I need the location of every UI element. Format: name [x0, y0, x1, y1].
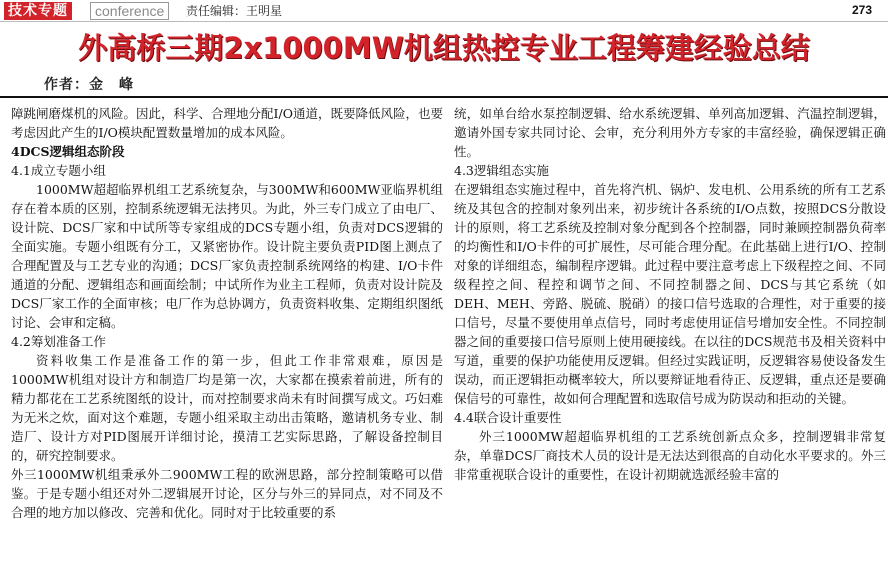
left-column: [11, 104, 443, 588]
section-tag: 技术专题: [4, 2, 72, 20]
paragraph: 统，如单台给水泵控制逻辑、给水系统逻辑、单列高加逻辑、汽温控制逻辑，邀请外国专家共同讨论、会审，充分利用外方专家的丰富经验，确保逻辑正确性。: [454, 106, 886, 159]
paragraph: 1000MW超超临界机组工艺系统复杂，与300MW和600MW亚临界机组存在着本质的区别，控制系统逻辑无法拷贝。为此，外三专门成立了由电厂、设计院、DCS厂家和中试所等专家组成的DCS专题小组，负责对DCS逻辑的全面实施。专题小组既有分工，又紧密协作。设计院主要负责PID图上测点了合理配置及与工艺专业的沟通；DCS厂家负责控制系统网络的构建、I/O卡件通道的分配、逻辑组态和画面绘制；中试所作为业主工程师，负责对设计院及DCS厂家工作的全面审核；电厂作为总协调方，负责资料收集、定期组织图纸讨论、会审和定稿。: [11, 182, 443, 330]
paragraph: 障跳闸磨煤机的风险。因此，科学、合理地分配I/O通道，既要降低风险，也要考虑因此产生的I/O模块配置数量增加的成本风险。: [11, 106, 443, 140]
subsection-heading: 4.3逻辑组态实施: [454, 163, 549, 178]
title-rule: [0, 96, 888, 98]
article-title: 外高桥三期2x1000MW机组热控专业工程筹建经验总结: [78, 31, 810, 65]
paragraph: 在逻辑组态实施过程中，首先将汽机、锅炉、发电机、公用系统的所有工艺系统及其包含的控制对象列出来，初步统计各系统的I/O点数，按照DCS分散设计的原则，将工艺系统及控制对象分配到各个控制器，同时兼顾控制器负荷率的均衡性和I/O卡件的可扩展性，尽可能合理分配。在此基础上进行I/O、控制对象的详细组态，编制程序逻辑。此过程中要注意考虑上下级程控之间、不同级程控之间、程控和调节之间、不同控制器之间、DCS与其它系统（如DEH、MEH、旁路、脱硫、脱硝）的接口信号选取的合理性，对于重要的接口信号，尽量不要使用单点信号，同时考虑使用证信号增加安全性。不同控制器之间的重要接口信号原则上使用硬接线。在以往的DCS规范书及相关资料中写道，重要的保护功能使用反逻辑。但经过实践证明，反逻辑容易使设备发生误动，而正逻辑拒动概率较大，所以要辩证地看待正、反逻辑，重点还是要确保信号的可靠性，故如何合理配置和选取信号成为防误动和拒动的关键。: [454, 182, 886, 406]
editor-credit: 责任编辑：王明星: [186, 4, 283, 18]
right-column: [454, 104, 886, 588]
paragraph: 外三1000MW机组秉承外二900MW工程的欧洲思路，部分控制策略可以借鉴。于是专题小组还对外二逻辑展开讨论，区分与外三的异同点，对不同及不合理的地方加以修改、完善和优化。同时对于比较重要的系: [11, 467, 443, 520]
paragraph: 资料收集工作是准备工作的第一步，但此工作非常艰难，原因是1000MW机组对设计方和制造厂均是第一次，大家都在摸索着前进，所有的精力都花在工艺系统图纸的设计，而对控制要求尚未有时间撰写成文。巧妇难为无米之炊，面对这个难题，专题小组采取主动出击策略，邀请机务专业、制造厂、设计方对PID图展开详细讨论，摸清工艺实际思路，了解设备控制目的，研究控制要求。: [11, 353, 443, 463]
subsection-heading: 4.2筹划准备工作: [11, 334, 106, 349]
article-author: 作者：金 峰: [44, 77, 134, 93]
page-number: 273: [851, 3, 872, 17]
conference-tag: conference: [90, 2, 169, 20]
page-header: [0, 0, 888, 22]
section-heading: 4DCS逻辑组态阶段: [11, 144, 125, 159]
paragraph: 外三1000MW超超临界机组的工艺系统创新点众多，控制逻辑非常复杂，单靠DCS厂商技术人员的设计是无法达到很高的自动化水平要求的。外三非常重视联合设计的重要性，在设计初期就选派经验丰富的: [454, 429, 886, 482]
subsection-heading: 4.1成立专题小组: [11, 163, 106, 178]
header-divider: [0, 21, 888, 22]
subsection-heading: 4.4联合设计重要性: [454, 410, 562, 425]
